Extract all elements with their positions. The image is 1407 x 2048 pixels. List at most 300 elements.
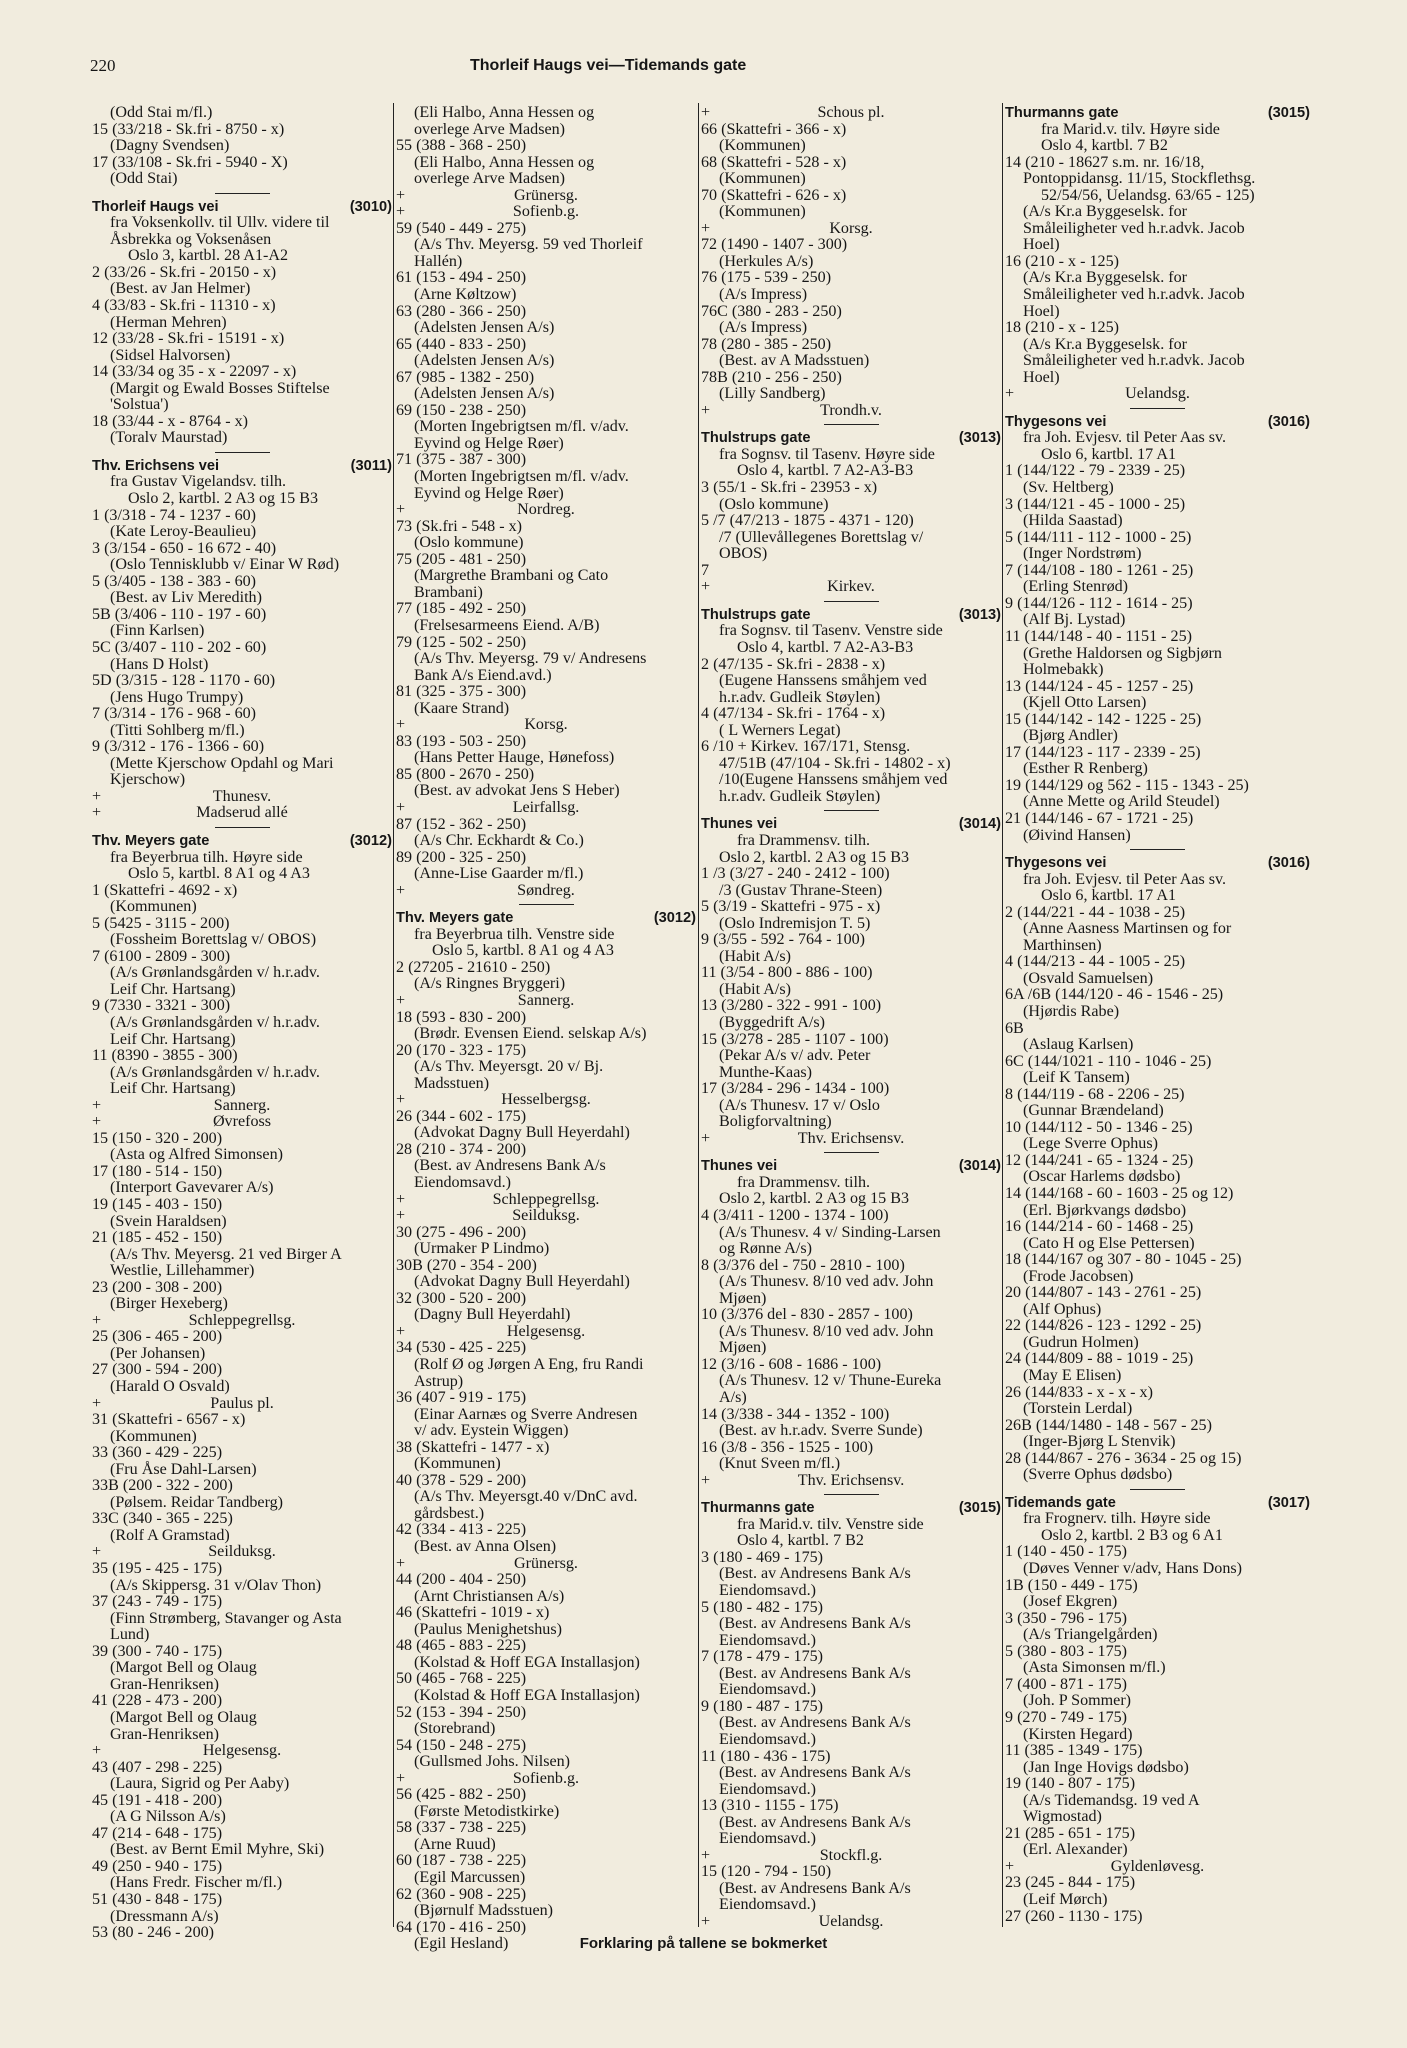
property-entry: 12 (33/28 - Sk.fri - 15191 - x) xyxy=(92,330,285,348)
property-entry: 1 (140 - 450 - 175) xyxy=(1005,1543,1128,1561)
property-entry: 76C (380 - 283 - 250) xyxy=(701,302,842,320)
property-entry: 9 (144/126 - 112 - 1614 - 25) xyxy=(1005,594,1193,612)
entry-detail: (Best. av h.r.adv. Sverre Sunde) xyxy=(719,1422,923,1440)
entry-detail: (Best. av Jan Helmer) xyxy=(110,280,251,298)
entry-detail: Småleiligheter ved h.r.advk. Jacob xyxy=(1023,352,1245,370)
property-entry: 89 (200 - 325 - 250) xyxy=(396,848,527,866)
entry-detail: (Morten Ingebrigtsen m/fl. v/adv. xyxy=(414,418,629,436)
property-entry: 15 (120 - 794 - 150) xyxy=(701,1863,832,1881)
entry-detail: (Mette Kjerschow Opdahl og Mari xyxy=(110,754,334,772)
entry-detail: (Dressmann A/s) xyxy=(110,1907,219,1925)
street-code: (3014) xyxy=(958,816,1001,833)
property-entry: 9 (3/312 - 176 - 1366 - 60) xyxy=(92,738,265,756)
entry-detail: (Arnt Christiansen A/s) xyxy=(414,1587,565,1605)
street-heading xyxy=(701,607,1001,624)
street-heading xyxy=(92,458,392,475)
property-entry: 19 (145 - 403 - 150) xyxy=(92,1196,223,1213)
property-entry: 27 (300 - 594 - 200) xyxy=(92,1361,223,1379)
entry-detail: Hoel) xyxy=(1023,368,1060,386)
entry-detail: Oslo 6, kartbl. 17 A1 xyxy=(1041,445,1177,463)
entry-detail: Oslo 5, kartbl. 8 A1 og 4 A3 xyxy=(432,942,614,960)
street-code: (3010) xyxy=(349,198,392,215)
entry-detail: (Asta Simonsen m/fl.) xyxy=(1023,1659,1166,1677)
entry-detail: (Interport Gavevarer A/s) xyxy=(110,1179,274,1197)
entry-detail: (Best. av Andresens Bank A/s xyxy=(719,1714,911,1732)
property-entry: 6 /10 + Kirkev. 167/171, Stensg. xyxy=(701,738,911,756)
street-name: Thunes vei xyxy=(701,1158,778,1175)
entry-detail: (Bjørnulf Madsstuen) xyxy=(414,1902,554,1920)
street-name: Thv. Erichsens vei xyxy=(92,457,220,474)
street-name: Thygesons vei xyxy=(1005,413,1107,430)
entry-detail: Oslo 4, kartbl. 7 B2 xyxy=(1041,137,1168,155)
entry-detail: (A G Nilsson A/s) xyxy=(110,1808,226,1826)
entry-detail: (Paulus Menighetshus) xyxy=(414,1620,562,1638)
property-entry: 17 (3/284 - 296 - 1434 - 100) xyxy=(701,1080,890,1098)
property-entry: 65 (440 - 833 - 250) xyxy=(396,335,527,353)
property-entry: 50 (465 - 768 - 225) xyxy=(396,1670,527,1688)
entry-detail: (Jan Inge Hovigs dødsbo) xyxy=(1023,1758,1189,1776)
entry-detail: (Oscar Harlems dødsbo) xyxy=(1023,1168,1181,1186)
entry-detail: (Egil Marcussen) xyxy=(414,1868,526,1886)
entry-detail: (A/s Ringnes Bryggeri) xyxy=(414,975,566,993)
property-entry: 14 (210 - 18627 s.m. nr. 16/18, xyxy=(1005,153,1205,171)
property-entry: 7 (178 - 479 - 175) xyxy=(701,1648,824,1666)
entry-detail: (A/s Kr.a Byggeselsk. for xyxy=(1023,269,1188,287)
entry-detail: Småleiligheter ved h.r.advk. Jacob xyxy=(1023,286,1245,304)
property-entry: 30 (275 - 496 - 200) xyxy=(396,1223,527,1241)
property-entry: 27 (260 - 1130 - 175) xyxy=(1005,1907,1143,1925)
property-entry: 14 (3/338 - 344 - 1352 - 100) xyxy=(701,1405,890,1423)
entry-detail: (A/s Grønlandsgården v/ h.r.adv. xyxy=(110,1063,320,1081)
property-entry: 31 (Skattefri - 6567 - x) xyxy=(92,1411,246,1429)
entry-detail: fra Frognerv. tilh. Høyre side xyxy=(1023,1510,1211,1528)
street-heading xyxy=(1005,105,1310,122)
cross-street-name: Trondh.v. xyxy=(820,401,882,419)
entry-detail: (A/s Thv. Meyersg. 21 ved Birger A xyxy=(110,1245,342,1263)
property-entry: 16 (3/8 - 356 - 1525 - 100) xyxy=(701,1438,874,1456)
property-entry: 78B (210 - 256 - 250) xyxy=(701,368,842,386)
entry-detail: (Kommunen) xyxy=(110,898,197,916)
entry-detail: (Anne Mette og Arild Steudel) xyxy=(1023,793,1220,811)
entry-detail: (Kommunen) xyxy=(414,1455,501,1473)
cross-street: + Sannerg. xyxy=(396,993,696,1010)
street-name: Thygesons vei xyxy=(1005,855,1107,872)
cross-street: + Hesselbergsg. xyxy=(396,1092,696,1109)
property-entry: 42 (334 - 413 - 225) xyxy=(396,1521,527,1539)
entry-detail: Eyvind og Helge Røer) xyxy=(414,434,564,452)
column-3 xyxy=(701,105,1001,1931)
entry-detail: (Alf Bj. Lystad) xyxy=(1023,611,1126,629)
entry-detail: Oslo 4, kartbl. 7 B2 xyxy=(737,1532,864,1550)
entry-detail: (Advokat Dagny Bull Heyerdahl) xyxy=(414,1124,630,1142)
entry-detail: (Oslo Indremisjon T. 5) xyxy=(719,914,871,932)
entry-detail: (Fossheim Borettslag v/ OBOS) xyxy=(110,931,317,949)
entry-detail: (Kolstad & Hoff EGA Installasjon) xyxy=(414,1653,640,1671)
cross-street: + Nordreg. xyxy=(396,502,696,519)
property-entry: 2 (27205 - 21610 - 250) xyxy=(396,958,551,976)
property-entry: 18 (33/44 - x - 8764 - x) xyxy=(92,412,248,430)
property-entry: 7 (144/108 - 180 - 1261 - 25) xyxy=(1005,561,1194,579)
entry-detail: (Kaare Strand) xyxy=(414,699,510,717)
property-entry: 19 (144/129 og 562 - 115 - 1343 - 25) xyxy=(1005,776,1249,794)
column-4 xyxy=(1005,105,1310,1925)
property-entry: 30B (270 - 354 - 200) xyxy=(396,1256,537,1274)
property-entry: 45 (191 - 418 - 200) xyxy=(92,1791,223,1809)
entry-detail: (A/s Impress) xyxy=(719,319,808,337)
entry-detail: Marthinsen) xyxy=(1023,936,1102,954)
entry-detail: (Inger-Bjørg L Stenvik) xyxy=(1023,1433,1176,1451)
property-entry: 5C (3/407 - 110 - 202 - 60) xyxy=(92,638,267,656)
property-entry: 9 (3/55 - 592 - 764 - 100) xyxy=(701,931,866,949)
entry-detail: (Erl. Alexander) xyxy=(1023,1841,1128,1859)
column-rule xyxy=(1002,103,1003,1927)
cross-street-name: Schleppegrellsg. xyxy=(188,1311,296,1329)
entry-detail: (Hans Petter Hauge, Hønefoss) xyxy=(414,749,615,767)
footer-note: Forklaring på tallene se bokmerket xyxy=(579,1935,828,1952)
property-entry: 4 (33/83 - Sk.fri - 11310 - x) xyxy=(92,297,276,315)
entry-detail: (Laura, Sigrid og Per Aaby) xyxy=(110,1775,290,1793)
cross-street: + Seilduksg. xyxy=(92,1544,392,1561)
entry-detail: (Titti Sohlberg m/fl.) xyxy=(110,721,245,739)
entry-detail: Gran-Henriksen) xyxy=(110,1725,220,1743)
property-entry: 19 (140 - 807 - 175) xyxy=(1005,1775,1136,1793)
entry-detail: (Inger Nordstrøm) xyxy=(1023,545,1142,563)
cross-street-name: Grünersg. xyxy=(514,1554,578,1572)
entry-detail: (A/s Kr.a Byggeselsk. for xyxy=(1023,335,1188,353)
property-entry: 21 (144/146 - 67 - 1721 - 25) xyxy=(1005,809,1194,827)
cross-street: + Trondh.v. xyxy=(701,403,1001,420)
property-entry: 4 (3/411 - 1200 - 1374 - 100) xyxy=(701,1207,889,1224)
property-entry: 21 (285 - 651 - 175) xyxy=(1005,1824,1136,1842)
entry-detail: Eiendomsavd.) xyxy=(414,1174,511,1191)
property-entry: 73 (Sk.fri - 548 - x) xyxy=(396,517,523,535)
entry-detail: (Pekar A/s v/ adv. Peter xyxy=(719,1047,871,1065)
property-entry: 39 (300 - 740 - 175) xyxy=(92,1642,223,1660)
entry-detail: (Hilda Saastad) xyxy=(1023,512,1123,530)
property-entry: 7 (400 - 871 - 175) xyxy=(1005,1675,1128,1693)
entry-detail: (Hans Fredr. Fischer m/fl.) xyxy=(110,1874,283,1892)
entry-detail: (Svein Haraldsen) xyxy=(110,1212,227,1230)
property-entry: 11 (385 - 1349 - 175) xyxy=(1005,1742,1143,1760)
entry-detail: (Brødr. Evensen Eiend. selskap A/s) xyxy=(414,1025,647,1043)
entry-detail: (Best. av Bernt Emil Myhre, Ski) xyxy=(110,1841,325,1859)
section-divider xyxy=(215,193,270,194)
cross-street-name: Seilduksg. xyxy=(208,1543,276,1561)
entry-detail: (Herkules A/s) xyxy=(719,252,814,270)
entry-detail: (May E Elisen) xyxy=(1023,1367,1122,1385)
property-entry: 17 (144/123 - 117 - 2339 - 25) xyxy=(1005,743,1201,761)
entry-detail: Oslo 2, kartbl. 2 B3 og 6 A1 xyxy=(1041,1526,1223,1544)
property-entry: 87 (152 - 362 - 250) xyxy=(396,815,527,833)
property-entry: 1 (Skattefri - 4692 - x) xyxy=(92,881,238,899)
street-name: Thunes vei xyxy=(701,816,778,833)
property-entry: 60 (187 - 738 - 225) xyxy=(396,1852,527,1870)
cross-street: + Stockfl.g. xyxy=(701,1848,1001,1865)
entry-detail: Eiendomsavd.) xyxy=(719,1582,816,1600)
entry-detail: Hoel) xyxy=(1023,302,1060,320)
entry-detail: (A/s Thv. Meyersgt. 20 v/ Bj. xyxy=(414,1058,604,1076)
cross-street-name: Søndreg. xyxy=(517,881,575,899)
entry-detail: og Rønne A/s) xyxy=(719,1240,812,1258)
entry-detail: Pontoppidansg. 11/15, Stockflethsg. xyxy=(1023,170,1256,188)
entry-detail: /7 (Ullevållegenes Borettslag v/ xyxy=(719,528,924,546)
cross-street-name: Gyldenløvesg. xyxy=(1110,1857,1205,1875)
entry-detail: (Best. av Andresens Bank A/s xyxy=(414,1157,606,1175)
entry-detail: (Harald O Osvald) xyxy=(110,1378,230,1396)
entry-detail: Oslo 4, kartbl. 7 A2-A3-B3 xyxy=(737,638,914,656)
cross-street: + Sannerg. xyxy=(92,1098,392,1115)
cross-street-name: Nordreg. xyxy=(517,501,575,519)
street-code: (3015) xyxy=(958,1500,1001,1517)
entry-detail: Mjøen) xyxy=(719,1289,767,1307)
entry-detail: (Joh. P Sommer) xyxy=(1023,1692,1132,1710)
street-heading xyxy=(396,910,696,927)
cross-street: + Schleppegrellsg. xyxy=(92,1313,392,1330)
property-entry: 26 (344 - 602 - 175) xyxy=(396,1107,527,1125)
entry-detail: (Eli Halbo, Anna Hessen og xyxy=(414,153,595,171)
entry-detail: (Sidsel Halvorsen) xyxy=(110,346,231,364)
entry-detail: (Hans D Holst) xyxy=(110,655,209,673)
entry-detail: (Oslo kommune) xyxy=(719,495,829,513)
property-entry: 15 (33/218 - Sk.fri - 8750 - x) xyxy=(92,120,285,138)
street-code: (3012) xyxy=(349,832,392,849)
cross-street-name: Schous pl. xyxy=(817,104,885,121)
entry-detail: Mjøen) xyxy=(719,1339,767,1357)
entry-detail: (Kommunen) xyxy=(719,203,806,221)
entry-detail: (Best. av Andresens Bank A/s xyxy=(719,1879,911,1897)
entry-detail: Boligforvaltning) xyxy=(719,1113,832,1131)
property-entry: 38 (Skattefri - 1477 - x) xyxy=(396,1438,550,1456)
property-entry: 46 (Skattefri - 1019 - x) xyxy=(396,1604,550,1622)
entry-detail: (Urmaker P Lindmo) xyxy=(414,1240,550,1258)
entry-detail: (Morten Ingebrigtsen m/fl. v/adv. xyxy=(414,468,629,486)
property-entry: 47 (214 - 648 - 175) xyxy=(92,1824,223,1842)
property-entry: 5 (3/19 - Skattefri - 975 - x) xyxy=(701,898,881,916)
property-entry: 9 (180 - 487 - 175) xyxy=(701,1697,824,1715)
property-entry: 5 (5425 - 3115 - 200) xyxy=(92,914,230,932)
entry-detail: Lund) xyxy=(110,1626,150,1644)
property-entry: 64 (170 - 416 - 250) xyxy=(396,1918,527,1936)
column-rule xyxy=(393,103,394,1927)
entry-detail: Eiendomsavd.) xyxy=(719,1896,816,1914)
entry-detail: fra Marid.v. tilv. Venstre side xyxy=(737,1515,924,1533)
property-entry: 33C (340 - 365 - 225) xyxy=(92,1510,233,1528)
entry-detail: (Frelsesarmeens Eiend. A/B) xyxy=(414,616,600,634)
property-entry: 1 (3/318 - 74 - 1237 - 60) xyxy=(92,506,257,524)
entry-detail: fra Voksenkollv. til Ullv. videre til xyxy=(110,214,330,232)
street-heading xyxy=(1005,414,1310,431)
entry-detail: (Margit og Ewald Bosses Stiftelse xyxy=(110,379,330,397)
entry-detail: (Best. av Liv Meredith) xyxy=(110,589,262,607)
property-entry: 4 (47/134 - Sk.fri - 1764 - x) xyxy=(701,705,886,723)
property-entry: 4 (144/213 - 44 - 1005 - 25) xyxy=(1005,953,1186,971)
property-entry: 55 (388 - 368 - 250) xyxy=(396,137,527,155)
entry-detail: (Adelsten Jensen A/s) xyxy=(414,352,555,370)
entry-detail: (A/s Tidemandsg. 19 ved A xyxy=(1023,1791,1200,1809)
entry-detail: (Margrethe Brambani og Cato xyxy=(414,567,609,585)
cross-street: + Øvrefoss xyxy=(92,1114,392,1131)
entry-detail: (Øivind Hansen) xyxy=(1023,826,1131,844)
entry-detail: Eiendomsavd.) xyxy=(719,1631,816,1649)
entry-detail: (Bjørg Andler) xyxy=(1023,727,1118,745)
entry-detail: (Anne Aasness Martinsen og for xyxy=(1023,920,1232,938)
entry-detail: (Sv. Heltberg) xyxy=(1023,479,1114,497)
entry-detail: Munthe-Kaas) xyxy=(719,1063,812,1081)
entry-detail: 'Solstua') xyxy=(110,396,169,414)
entry-detail: (Døves Venner v/adv, Hans Dons) xyxy=(1023,1560,1243,1578)
cross-street-name: Madserud allé xyxy=(196,804,288,822)
entry-detail: Småleiligheter ved h.r.advk. Jacob xyxy=(1023,219,1245,237)
entry-detail: 47/51B (47/104 - Sk.fri - 14802 - x) xyxy=(719,754,951,772)
entry-detail: A/s) xyxy=(719,1389,747,1407)
entry-detail: (Habit A/s) xyxy=(719,947,791,965)
entry-detail: (Storebrand) xyxy=(414,1720,496,1738)
property-entry: 78 (280 - 385 - 250) xyxy=(701,335,832,353)
cross-street: + Schous pl. xyxy=(701,105,1001,122)
property-entry: 5 /7 (47/213 - 1875 - 4371 - 120) xyxy=(701,512,914,530)
cross-street: + Korsg. xyxy=(396,717,696,734)
property-entry: 5B (3/406 - 110 - 197 - 60) xyxy=(92,605,267,623)
property-entry: 15 (3/278 - 285 - 1107 - 100) xyxy=(701,1030,889,1048)
entry-detail: ( L Werners Legat) xyxy=(719,721,841,739)
entry-detail: (Rolf A Gramstad) xyxy=(110,1526,230,1544)
property-entry: 62 (360 - 908 - 225) xyxy=(396,1885,527,1903)
entry-detail: (Rolf Ø og Jørgen A Eng, fru Randi xyxy=(414,1356,644,1374)
entry-detail: (A/s Thv. Meyersg. 79 v/ Andresens xyxy=(414,650,647,668)
entry-detail: Hoel) xyxy=(1023,236,1060,254)
entry-detail: (Best. av Andresens Bank A/s xyxy=(719,1615,911,1633)
property-entry: 49 (250 - 940 - 175) xyxy=(92,1857,223,1875)
running-header: Thorleif Haugs vei—Tidemands gate xyxy=(470,57,747,74)
section-divider xyxy=(824,424,879,425)
property-entry: 56 (425 - 882 - 250) xyxy=(396,1786,527,1804)
entry-detail: (Best. av Anna Olsen) xyxy=(414,1538,557,1556)
cross-street-name: Korsg. xyxy=(524,716,568,734)
entry-detail: (A/s Thunesv. 4 v/ Sinding-Larsen xyxy=(719,1223,941,1241)
column-rule xyxy=(698,103,699,1927)
cross-street-name: Sannerg. xyxy=(213,1096,271,1114)
property-entry: 81 (325 - 375 - 300) xyxy=(396,683,527,701)
entry-detail: (Finn Karlsen) xyxy=(110,622,205,640)
property-entry: 3 (3/154 - 650 - 16 672 - 40) xyxy=(92,539,277,557)
cross-street: + Thv. Erichsensv. xyxy=(701,1131,1001,1148)
entry-detail: (A/s Grønlandsgården v/ h.r.adv. xyxy=(110,964,320,982)
property-entry: 48 (465 - 883 - 225) xyxy=(396,1637,527,1655)
entry-detail: (Habit A/s) xyxy=(719,980,791,998)
street-code: (3015) xyxy=(1267,105,1310,121)
cross-street: + Grünersg. xyxy=(396,188,696,205)
entry-detail: /3 (Gustav Thrane-Steen) xyxy=(719,881,883,899)
property-entry: 40 (378 - 529 - 200) xyxy=(396,1471,527,1489)
street-heading xyxy=(1005,1495,1310,1512)
entry-detail: (Odd Stai m/fl.) xyxy=(110,104,213,121)
entry-detail: (Kirsten Hegard) xyxy=(1023,1725,1133,1743)
entry-detail: (Torstein Lerdal) xyxy=(1023,1400,1133,1418)
entry-detail: Leif Chr. Hartsang) xyxy=(110,980,236,998)
street-code: (3011) xyxy=(350,457,392,474)
entry-detail: (Best. av Andresens Bank A/s xyxy=(719,1764,911,1782)
section-divider xyxy=(824,1494,879,1495)
entry-detail: (Kjell Otto Larsen) xyxy=(1023,694,1147,712)
cross-street: + Seilduksg. xyxy=(396,1208,696,1225)
property-entry: 5D (3/315 - 128 - 1170 - 60) xyxy=(92,672,276,690)
entry-detail: Oslo 2, kartbl. 2 A3 og 15 B3 xyxy=(128,490,318,508)
entry-detail: Eiendomsavd.) xyxy=(719,1780,816,1798)
entry-detail: (Byggedrift A/s) xyxy=(719,1013,825,1031)
entry-detail: fra Drammensv. tilh. xyxy=(737,1173,871,1191)
entry-detail: (Anne-Lise Gaarder m/fl.) xyxy=(414,865,584,883)
section-divider xyxy=(519,904,574,905)
entry-detail: Eyvind og Helge Røer) xyxy=(414,484,564,502)
entry-detail: (A/s Impress) xyxy=(719,286,808,304)
entry-detail: Eiendomsavd.) xyxy=(719,1730,816,1748)
property-entry: 51 (430 - 848 - 175) xyxy=(92,1890,223,1908)
cross-street-name: Uelandsg. xyxy=(818,1912,884,1930)
cross-street: + Uelandsg. xyxy=(1005,386,1310,403)
property-entry: 5 (380 - 803 - 175) xyxy=(1005,1642,1128,1660)
property-entry: 1 /3 (3/27 - 240 - 2412 - 100) xyxy=(701,865,890,883)
entry-detail: (A/s Thunesv. 8/10 ved adv. John xyxy=(719,1322,934,1340)
entry-detail: Kjerschow) xyxy=(110,771,186,789)
entry-detail: fra Beyerbrua tilh. Høyre side xyxy=(110,848,303,866)
property-entry: 28 (144/867 - 276 - 3634 - 25 og 15) xyxy=(1005,1449,1242,1467)
property-entry: 5 (180 - 482 - 175) xyxy=(701,1598,824,1616)
entry-detail: (Finn Strømberg, Stavanger og Asta xyxy=(110,1609,342,1627)
property-entry: 68 (Skattefri - 528 - x) xyxy=(701,153,847,171)
property-entry: 44 (200 - 404 - 250) xyxy=(396,1571,527,1589)
property-entry: 11 (144/148 - 40 - 1151 - 25) xyxy=(1005,627,1192,645)
entry-detail: (Adelsten Jensen A/s) xyxy=(414,319,555,337)
entry-detail: (Oslo Tennisklubb v/ Einar W Rød) xyxy=(110,556,340,574)
entry-detail: (Best. av Andresens Bank A/s xyxy=(719,1664,911,1682)
property-entry: 33B (200 - 322 - 200) xyxy=(92,1477,233,1495)
entry-detail: (Adelsten Jensen A/s) xyxy=(414,385,555,403)
street-heading xyxy=(701,816,1001,833)
entry-detail: (Per Johansen) xyxy=(110,1344,206,1362)
entry-detail: Oslo 4, kartbl. 7 A2-A3-B3 xyxy=(737,462,914,480)
street-code: (3016) xyxy=(1267,855,1310,872)
entry-detail: (A/s Thv. Meyersgt.40 v/DnC avd. xyxy=(414,1488,638,1506)
entry-detail: (Frode Jacobsen) xyxy=(1023,1267,1134,1285)
entry-detail: (Arne Køltzow) xyxy=(414,286,517,304)
cross-street-name: Thv. Erichsensv. xyxy=(797,1129,905,1147)
property-entry: 28 (210 - 374 - 200) xyxy=(396,1140,527,1158)
street-name: Thorleif Haugs vei xyxy=(92,198,219,215)
entry-detail: fra Marid.v. tilv. Høyre side xyxy=(1041,120,1220,138)
property-entry: 1 (144/122 - 79 - 2339 - 25) xyxy=(1005,462,1186,480)
property-entry: 37 (243 - 749 - 175) xyxy=(92,1593,223,1611)
property-entry: 7 (6100 - 2809 - 300) xyxy=(92,947,231,965)
entry-detail: OBOS) xyxy=(719,545,768,563)
property-entry: 33 (360 - 429 - 225) xyxy=(92,1444,223,1462)
cross-street: + Grünersg. xyxy=(396,1556,696,1573)
cross-street: + Sofienb.g. xyxy=(396,204,696,221)
property-entry: 10 (144/112 - 50 - 1346 - 25) xyxy=(1005,1118,1193,1136)
entry-detail: (Dagny Bull Heyerdahl) xyxy=(414,1306,571,1324)
entry-detail: (Pølsem. Reidar Tandberg) xyxy=(110,1493,284,1511)
property-entry: 76 (175 - 539 - 250) xyxy=(701,269,832,287)
property-entry: 11 (180 - 436 - 175) xyxy=(701,1747,831,1765)
property-entry: 77 (185 - 492 - 250) xyxy=(396,600,527,618)
street-name: Thulstrups gate xyxy=(701,606,811,623)
property-entry: 36 (407 - 919 - 175) xyxy=(396,1389,527,1407)
entry-detail: Oslo 5, kartbl. 8 A1 og 4 A3 xyxy=(128,865,310,883)
cross-street-name: Grünersg. xyxy=(514,186,578,204)
entry-detail: (A/s Thv. Meyersg. 59 ved Thorleif xyxy=(414,236,643,254)
entry-detail: (Birger Hexeberg) xyxy=(110,1295,228,1313)
property-entry: 69 (150 - 238 - 250) xyxy=(396,401,527,419)
cross-street-name: Helgesensg. xyxy=(202,1742,282,1760)
